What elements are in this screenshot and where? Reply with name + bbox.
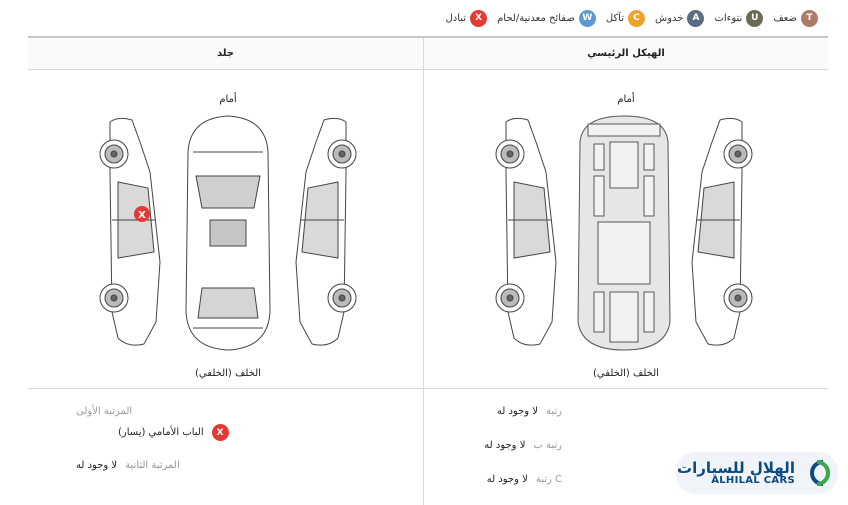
skin-header: جلد: [28, 38, 423, 70]
legend-badge-icon: C: [628, 10, 645, 27]
first-rank-item: [118, 424, 229, 441]
exchange-badge-icon: X: [212, 424, 229, 441]
second-rank-label: المرتبة الثانية: [125, 460, 180, 471]
row-divider: [28, 388, 828, 389]
legend-badge-icon: T: [801, 10, 818, 27]
legend-badge-icon: U: [746, 10, 763, 27]
legend-item: [606, 10, 645, 27]
frame-rank-row: [497, 406, 562, 417]
skin-front-label: أمام: [219, 94, 237, 105]
legend-label: تآكل: [605, 12, 624, 24]
second-rank-value: لا وجود له: [76, 460, 118, 471]
frame-front-label: أمام: [617, 94, 635, 105]
frame-rank-label: رتبة C: [535, 474, 562, 485]
damage-marker-x: [134, 206, 150, 222]
second-rank-row: [76, 460, 180, 471]
legend-label: خدوش: [654, 12, 684, 24]
logo-mark-icon: [803, 458, 837, 488]
svg-text:X: X: [138, 210, 146, 221]
logo-english: ALHILAL CARS: [711, 474, 795, 486]
legend-item: [446, 10, 488, 27]
inspection-panel: [28, 36, 828, 505]
legend-label: تبادل: [445, 12, 467, 24]
legend-badge-icon: X: [470, 10, 487, 27]
first-rank-item-text: الباب الأمامي (يسار): [118, 427, 204, 438]
legend-item: [655, 10, 704, 27]
skin-rear-label: الخلف (الخلفي): [195, 368, 261, 379]
frame-rank-value: لا وجود له: [486, 474, 528, 485]
legend-label: ضعف: [773, 12, 797, 24]
frame-rear-label: الخلف (الخلفي): [593, 368, 659, 379]
skin-car-diagram: [98, 112, 358, 352]
legend-item: [773, 10, 818, 27]
logo-arabic: الهلال للسيارات: [677, 458, 795, 477]
legend-item: [497, 10, 596, 27]
frame-rank-value: لا وجود له: [484, 440, 526, 451]
frame-car-diagram: [494, 112, 754, 352]
legend-label: صفائح معدنية/لحام: [497, 12, 575, 24]
column-divider: [423, 38, 424, 505]
frame-rank-row: [484, 440, 562, 451]
legend-label: نتوءات: [714, 12, 743, 24]
legend-badge-icon: W: [579, 10, 596, 27]
damage-legend: [446, 8, 818, 28]
frame-rank-value: لا وجود له: [496, 406, 538, 417]
frame-rank-row: [487, 474, 562, 485]
legend-badge-icon: A: [687, 10, 704, 27]
alhilal-logo: [676, 452, 838, 494]
frame-rank-label: رتبة ب: [533, 440, 562, 451]
first-rank-label: المرتبة الأولى: [76, 406, 133, 417]
frame-rank-label: رتبة: [546, 406, 562, 417]
legend-item: [714, 10, 763, 27]
main-frame-header: الهيكل الرئيسي: [424, 38, 828, 70]
